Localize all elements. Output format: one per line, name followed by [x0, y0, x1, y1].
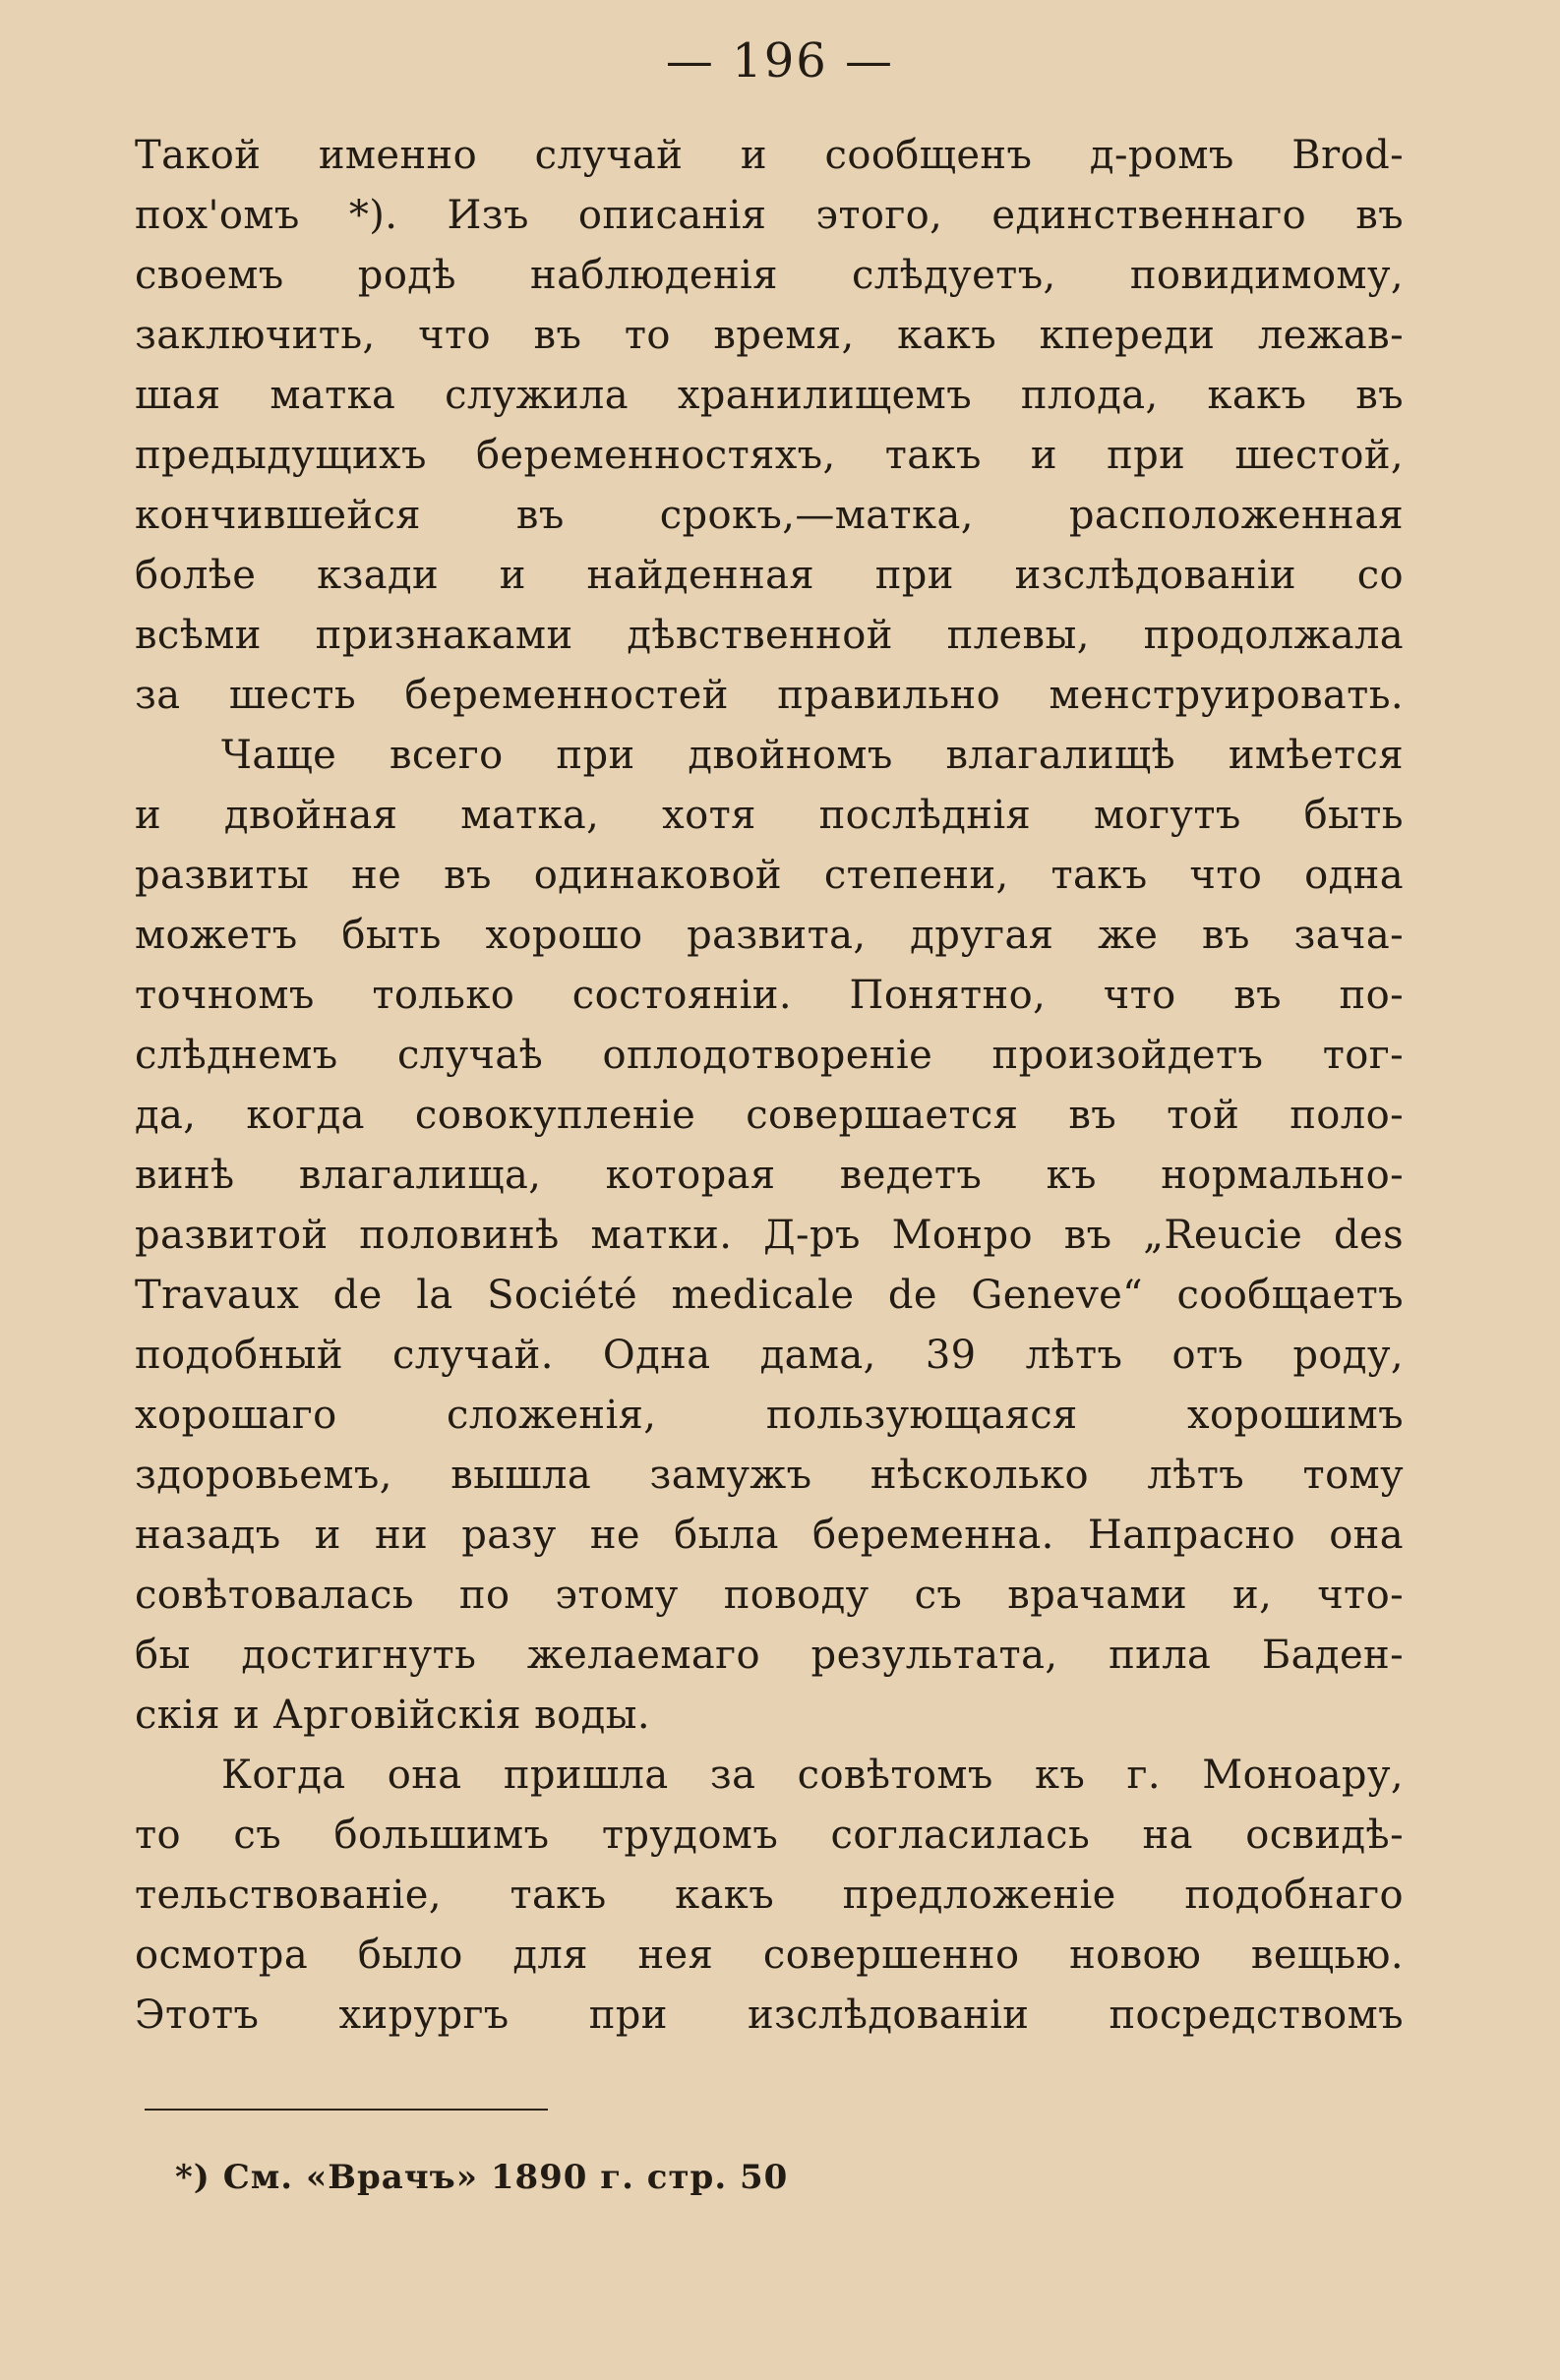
text-line: хорошаго сложенія, пользующаяся хорошимъ: [135, 1393, 1404, 1438]
text-line: здоровьемъ, вышла замужъ нѣсколько лѣтъ тому: [135, 1453, 1404, 1498]
text-line: точномъ только состояніи. Понятно, что въ по-: [135, 973, 1404, 1018]
text-line: совѣтовалась по этому поводу съ врачами и, что-: [135, 1573, 1404, 1618]
text-line: то съ большимъ трудомъ согласилась на освидѣ-: [135, 1813, 1404, 1858]
text-line: Когда она пришла за совѣтомъ къ г. Моноару,: [221, 1753, 1404, 1798]
text-line: тельствованіе, такъ какъ предложеніе подобнаго: [135, 1873, 1404, 1918]
text-line: болѣе кзади и найденная при изслѣдованіи со: [135, 553, 1404, 598]
text-line: развиты не въ одинаковой степени, такъ что одна: [135, 853, 1404, 898]
text-line: да, когда совокупленіе совершается въ той поло-: [135, 1093, 1404, 1138]
text-line: и двойная матка, хотя послѣднія могутъ быть: [135, 793, 1404, 838]
text-line: Этотъ хирургъ при изслѣдованіи посредствомъ: [135, 1993, 1404, 2038]
footnote: *) См. «Врачъ» 1890 г. стр. 50: [175, 2158, 789, 2197]
text-line: своемъ родѣ наблюденія слѣдуетъ, повидимому,: [135, 253, 1404, 298]
text-line: кончившейся въ срокъ,—матка, расположенная: [135, 493, 1404, 538]
text-line: заключить, что въ то время, какъ кпереди лежав-: [135, 313, 1404, 358]
text-line: слѣднемъ случаѣ оплодотвореніе произойдетъ тог-: [135, 1033, 1404, 1078]
text-line: осмотра было для нея совершенно новою вещью.: [135, 1933, 1404, 1978]
text-line: предыдущихъ беременностяхъ, такъ и при шестой,: [135, 433, 1404, 478]
text-line: винѣ влагалища, которая ведетъ къ нормально-: [135, 1153, 1404, 1198]
text-line: всѣми признаками дѣвственной плевы, продолжала: [135, 613, 1404, 658]
text-line: назадъ и ни разу не была беременна. Напрасно она: [135, 1513, 1404, 1558]
text-line: подобный случай. Одна дама, 39 лѣтъ отъ роду,: [135, 1333, 1404, 1378]
text-line: за шесть беременностей правильно менструировать.: [135, 673, 1404, 718]
text-line: пох'омъ *). Изъ описанія этого, единственнаго въ: [135, 193, 1404, 238]
body-text: [135, 126, 1404, 2046]
text-line: Travaux de la Société medicale de Geneve“ сообщаетъ: [135, 1273, 1404, 1318]
text-line: Такой именно случай и сообщенъ д-ромъ Brod-: [135, 133, 1404, 178]
text-line: бы достигнуть желаемаго результата, пила Баден-: [135, 1633, 1404, 1678]
page-number: — 196 —: [665, 33, 895, 89]
text-line: скія и Арговійскія воды.: [135, 1693, 650, 1738]
footnote-divider: [145, 2109, 548, 2111]
text-line: можетъ быть хорошо развита, другая же въ зача-: [135, 913, 1404, 958]
text-line: развитой половинѣ матки. Д-ръ Монро въ „Reucie des: [135, 1213, 1404, 1258]
text-line: шая матка служила хранилищемъ плода, какъ въ: [135, 373, 1404, 418]
text-line: Чаще всего при двойномъ влагалищѣ имѣется: [221, 733, 1404, 778]
